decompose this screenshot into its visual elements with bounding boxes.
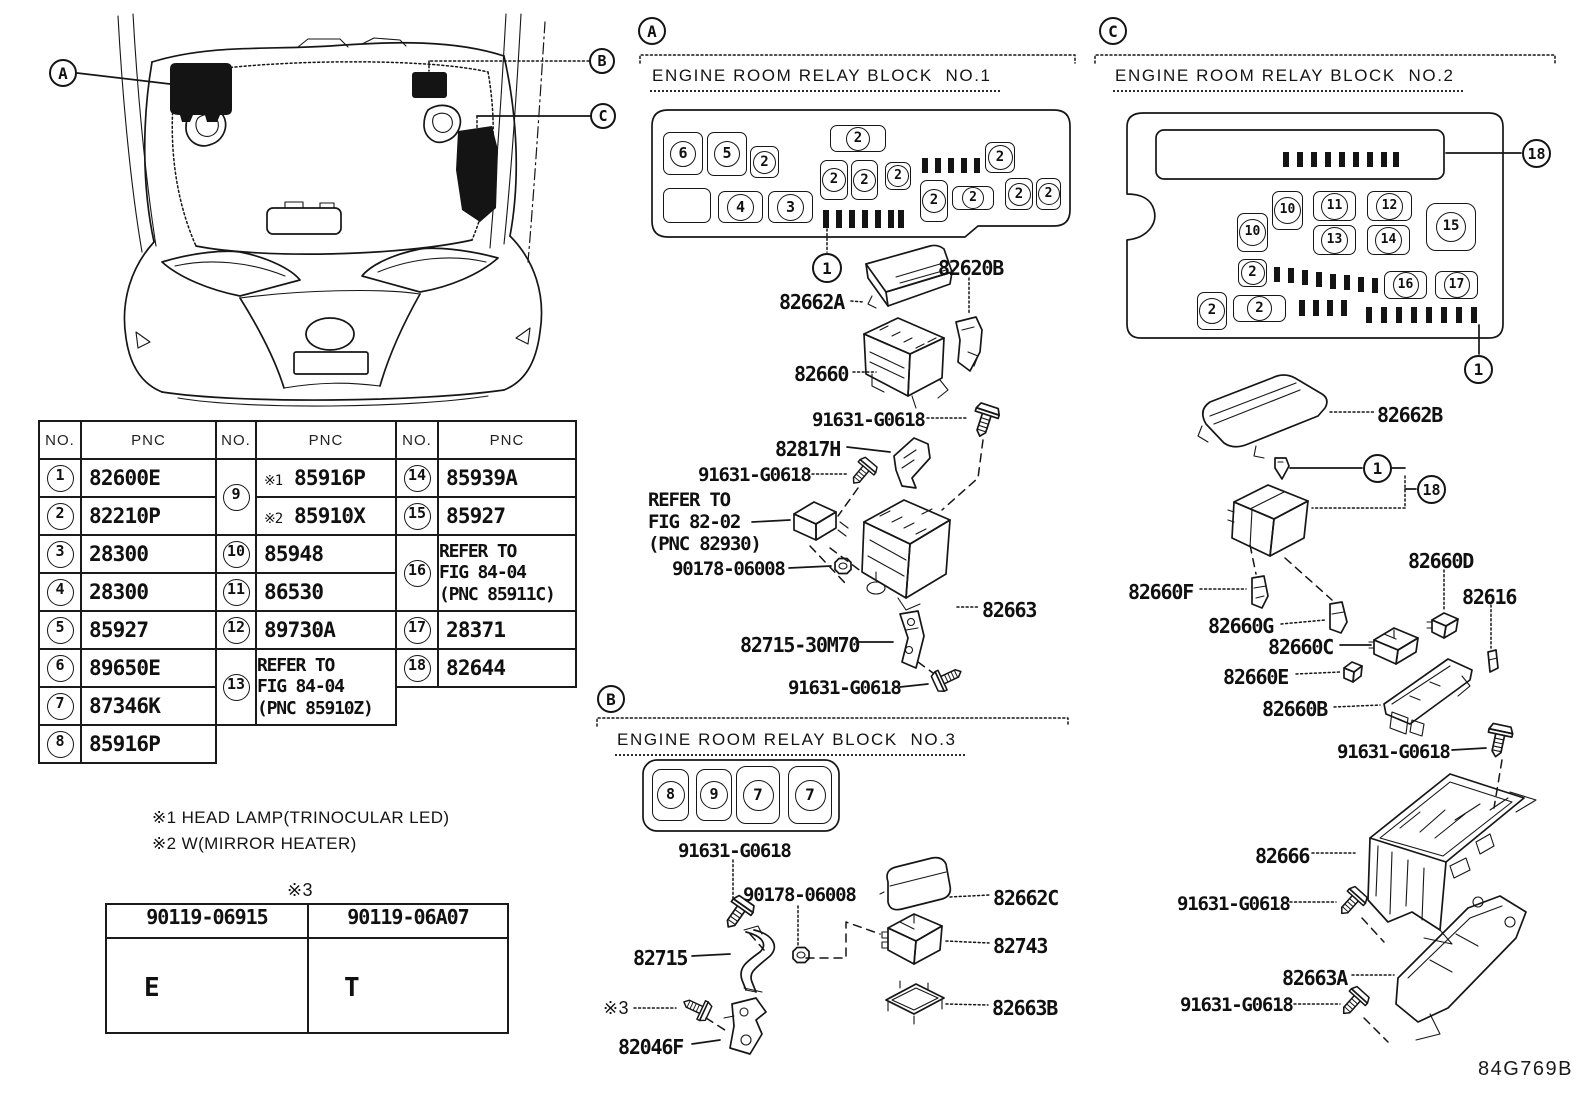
bracket-82620B-drawing <box>956 317 982 371</box>
relay-block-b-silhouette <box>412 72 447 98</box>
table-row <box>216 459 396 497</box>
pnc-value: 85916P <box>81 725 216 763</box>
refer-line: FIG 84-04 <box>439 562 526 584</box>
section-b-badge: B <box>597 685 625 713</box>
fuse-82660F-drawing <box>1252 576 1268 608</box>
fuse-slot: 4 <box>718 191 763 223</box>
part-label-82663A: 82663A <box>1282 966 1348 990</box>
bolt-spec-table <box>105 903 509 1034</box>
part-label-82662B: 82662B <box>1377 403 1443 427</box>
parts-table-group3 <box>395 420 577 688</box>
note-1: ※1 HEAD LAMP(TRINOCULAR LED) <box>152 808 450 827</box>
fuse-82616-drawing <box>1488 650 1498 672</box>
row-number: 10 <box>223 541 250 568</box>
part-label-82660B: 82660B <box>1262 697 1328 721</box>
table-row <box>216 611 396 649</box>
row-number: 1 <box>47 465 74 492</box>
row-number: 5 <box>47 617 74 644</box>
cube-82660E-drawing <box>1344 662 1362 682</box>
fuse-slot: 2 <box>1238 259 1267 287</box>
fuse-slot: 9 <box>696 769 732 821</box>
fuse-slot: 2 <box>1233 295 1286 322</box>
fuse-strip <box>1299 300 1347 316</box>
fuse-slot: 2 <box>1197 292 1227 330</box>
refer-line: REFER TO <box>257 654 335 676</box>
holder-82660C-drawing <box>1369 628 1418 664</box>
fuse-slot: 12 <box>1367 191 1412 221</box>
fuse-slot-blank <box>663 188 711 223</box>
fuse-slot: 2 <box>952 186 994 210</box>
callout-c: C <box>590 103 616 129</box>
col-header-pnc: PNC <box>438 421 576 459</box>
part-label-82616: 82616 <box>1462 585 1517 609</box>
fuse-slot: 13 <box>1313 225 1356 255</box>
pnc-value: 85927 <box>438 497 576 535</box>
nut-icon <box>835 559 851 574</box>
pnc-value: 85927 <box>81 611 216 649</box>
part-label-90178-06008: 90178-06008 <box>672 558 785 580</box>
fuse-slot: 16 <box>1384 271 1427 299</box>
fuse-strip <box>1366 307 1477 323</box>
bolt-icon <box>680 993 713 1023</box>
row-number: 4 <box>47 579 74 606</box>
pnc-value: 82210P <box>81 497 216 535</box>
fuse-slot: 7 <box>736 766 780 824</box>
fuse-strip <box>922 158 980 173</box>
relay-block-a-silhouette <box>170 63 232 122</box>
part-label-91631-G0618: 91631-G0618 <box>1180 994 1293 1016</box>
section-c-badge: C <box>1099 17 1127 45</box>
col-header-no: NO. <box>396 421 438 459</box>
note3-marker: ※3 <box>603 998 629 1018</box>
bolt-drawing-cell <box>107 939 307 1032</box>
ecu-box-drawing <box>1228 485 1308 556</box>
fuse-slot: 15 <box>1426 203 1476 251</box>
row-number: 14 <box>404 465 431 492</box>
part-label-82660C: 82660C <box>1268 635 1334 659</box>
row-number: 3 <box>47 541 74 568</box>
fuse-strip <box>1274 267 1378 293</box>
part-label-82660G: 82660G <box>1208 614 1274 638</box>
relay-block-82660-drawing <box>864 318 948 408</box>
table-row <box>396 459 576 497</box>
note-3: ※3 <box>287 880 313 900</box>
table-row <box>39 611 216 649</box>
fuse-slot: 6 <box>663 132 703 175</box>
part-label-82663: 82663 <box>982 598 1037 622</box>
fuse-slot: 10 <box>1237 213 1268 252</box>
part-label-refer-line3: (PNC 82930) <box>648 533 761 555</box>
refer-line: FIG 84-04 <box>257 676 344 698</box>
part-label-82663B: 82663B <box>992 996 1058 1020</box>
clip-drawing <box>1275 458 1289 479</box>
part-label-refer-line1: REFER TO <box>648 489 730 511</box>
row-number: 13 <box>223 674 250 701</box>
relay-block-c-silhouette <box>456 126 498 222</box>
rail-82660B-drawing <box>1384 659 1472 736</box>
section-a-badge: A <box>638 17 666 45</box>
table-row <box>216 573 396 611</box>
fuse-slot: 2 <box>830 125 886 152</box>
frame-82663B-drawing <box>886 981 944 1024</box>
row-number: 11 <box>223 579 250 606</box>
part-label-82662A: 82662A <box>779 290 845 314</box>
row-number: 6 <box>47 655 74 682</box>
table-row <box>39 497 216 535</box>
bolt-icon <box>930 662 965 694</box>
bracket-82715-drawing <box>741 926 774 992</box>
fuse-slot: 2 <box>750 146 779 178</box>
bolt-icon <box>1334 885 1369 921</box>
bolt-part-number: 90119-06A07 <box>309 905 507 939</box>
leader-a <box>77 73 170 84</box>
bolt-spec-left <box>107 905 307 1032</box>
part-label-82662C: 82662C <box>993 886 1059 910</box>
part-label-82660F: 82660F <box>1128 580 1194 604</box>
callout-a: A <box>49 59 77 87</box>
tray-82663A-drawing <box>1396 896 1526 1040</box>
table-row <box>396 535 576 611</box>
table-row <box>39 535 216 573</box>
section-c-title: ENGINE ROOM RELAY BLOCK NO.2 <box>1113 66 1463 92</box>
parts-table-group2 <box>215 420 397 726</box>
row-number: 12 <box>223 617 250 644</box>
bolt-icon <box>1484 723 1514 759</box>
figure-code: 84G769B <box>1478 1058 1574 1080</box>
fuse-slot: 17 <box>1435 271 1478 299</box>
pnc-value: 89650E <box>81 649 216 687</box>
fuse-slot: 2 <box>1036 178 1061 210</box>
fuse-slot: 8 <box>652 769 689 821</box>
bolt-icon <box>846 456 879 490</box>
row-number: 18 <box>404 655 431 682</box>
part-label-82715: 82715 <box>633 946 688 970</box>
col-header-no: NO. <box>39 421 81 459</box>
part-label-82660: 82660 <box>794 362 849 386</box>
bolt-drawing-cell <box>309 939 507 1032</box>
refer-line: (PNC 85911C) <box>439 583 555 605</box>
bolt-icon <box>1336 985 1371 1021</box>
row-number: 15 <box>404 503 431 530</box>
part-label-82660E: 82660E <box>1223 665 1289 689</box>
table-row <box>39 573 216 611</box>
row-number: 7 <box>47 693 74 720</box>
bolt-part-number: 90119-06915 <box>107 905 307 939</box>
ref-mark: ※1 <box>264 473 283 489</box>
pnc-value: 28371 <box>438 611 576 649</box>
pnc-value: 86530 <box>256 573 396 611</box>
refer-line: REFER TO <box>439 540 517 562</box>
pnc-value: 82644 <box>438 649 576 687</box>
hook-82046F-drawing <box>724 998 766 1054</box>
relay-block-82663-drawing <box>862 500 950 610</box>
pnc-value: 85910X <box>294 504 366 528</box>
fuse-strip <box>823 210 904 228</box>
relay-82930-drawing <box>794 502 848 540</box>
part-label-91631-G0618: 91631-G0618 <box>1177 893 1290 915</box>
callout-1-right-column: 1 <box>1363 454 1392 483</box>
part-label-82666: 82666 <box>1255 844 1310 868</box>
part-label-82620B: 82620B <box>938 256 1004 280</box>
fuse-slot: 5 <box>707 132 747 176</box>
bolt-head-mark-t: T <box>344 973 360 1003</box>
callout-1-section-a: 1 <box>812 253 842 283</box>
callout-b: B <box>589 48 615 74</box>
row-number: 16 <box>404 560 431 587</box>
refer-line: (PNC 85910Z) <box>257 697 373 719</box>
fuse-slot: 2 <box>1005 178 1033 210</box>
parts-table-group1 <box>38 420 217 764</box>
fuse-slot: 10 <box>1272 191 1303 230</box>
cover-82662B-drawing <box>1198 375 1327 458</box>
part-label-91631-G0618: 91631-G0618 <box>812 409 925 431</box>
part-label-91631-G0618: 91631-G0618 <box>678 840 791 862</box>
col-header-no: NO. <box>216 421 256 459</box>
part-label-91631-G0618: 91631-G0618 <box>788 677 901 699</box>
pnc-value: 28300 <box>81 535 216 573</box>
callout-1-section-c: 1 <box>1464 355 1493 384</box>
row-number: 8 <box>47 731 74 758</box>
table-row <box>396 649 576 687</box>
col-header-pnc: PNC <box>81 421 216 459</box>
section-a-title: ENGINE ROOM RELAY BLOCK NO.1 <box>650 66 1000 92</box>
part-label-82715-30M70: 82715-30M70 <box>740 633 860 657</box>
pnc-value: 28300 <box>81 573 216 611</box>
cover-82662C-drawing <box>880 858 950 910</box>
col-header-pnc: PNC <box>256 421 396 459</box>
row-number: 2 <box>47 503 74 530</box>
pnc-value: 85948 <box>256 535 396 573</box>
table-row <box>39 687 216 725</box>
tray-82666-drawing <box>1368 774 1536 944</box>
fuse-82660G-drawing <box>1330 602 1347 633</box>
part-label-refer-line2: FIG 82-02 <box>648 511 741 533</box>
fuse-slot: 2 <box>920 180 948 222</box>
nut-icon <box>793 948 809 963</box>
ref-mark: ※2 <box>264 511 283 527</box>
part-label-82046F: 82046F <box>618 1035 684 1059</box>
part-label-91631-G0618: 91631-G0618 <box>1337 741 1450 763</box>
pnc-value: 85939A <box>438 459 576 497</box>
table-row <box>216 649 396 725</box>
part-label-91631-G0618: 91631-G0618 <box>698 464 811 486</box>
note-2: ※2 W(MIRROR HEATER) <box>152 834 357 853</box>
bolt-head-mark-e: E <box>144 973 160 1003</box>
fuse-slot: 11 <box>1313 191 1356 221</box>
table-row <box>39 725 216 763</box>
bolt-spec-right <box>307 905 507 1032</box>
fuse-slot: 2 <box>820 160 848 200</box>
table-row <box>39 459 216 497</box>
pnc-value: 82600E <box>81 459 216 497</box>
relay-82743-drawing <box>882 914 942 964</box>
fuse-slot: 2 <box>885 162 911 190</box>
fuse-slot: 7 <box>788 766 832 824</box>
part-label-82817H: 82817H <box>775 437 841 461</box>
bracket-82817H-drawing <box>894 438 930 488</box>
fuse-slot: 2 <box>985 142 1015 173</box>
part-label-82743: 82743 <box>993 934 1048 958</box>
car-front-drawing <box>77 14 590 406</box>
pnc-value: 87346K <box>81 687 216 725</box>
callout-18-section-c: 18 <box>1522 139 1551 168</box>
fuse-slot: 2 <box>851 160 878 200</box>
row-number: 9 <box>223 484 250 511</box>
pnc-value: 85916P <box>294 466 366 490</box>
part-label-90178-06008: 90178-06008 <box>743 884 856 906</box>
table-row <box>396 611 576 649</box>
table-row <box>396 497 576 535</box>
fuse-slot: 14 <box>1367 225 1410 255</box>
table-row <box>39 649 216 687</box>
table-row <box>216 535 396 573</box>
relay-82660D-drawing <box>1427 613 1458 638</box>
callout-18-right-column: 18 <box>1417 475 1446 504</box>
pnc-value: 89730A <box>256 611 396 649</box>
part-label-82660D: 82660D <box>1408 549 1474 573</box>
bolt-icon <box>968 402 1001 440</box>
bracket-82715-30M70-drawing <box>900 611 924 668</box>
fuse-strip <box>1283 152 1399 167</box>
row-number: 17 <box>404 617 431 644</box>
section-b-title: ENGINE ROOM RELAY BLOCK NO.3 <box>615 730 965 756</box>
fuse-slot: 3 <box>768 191 813 223</box>
